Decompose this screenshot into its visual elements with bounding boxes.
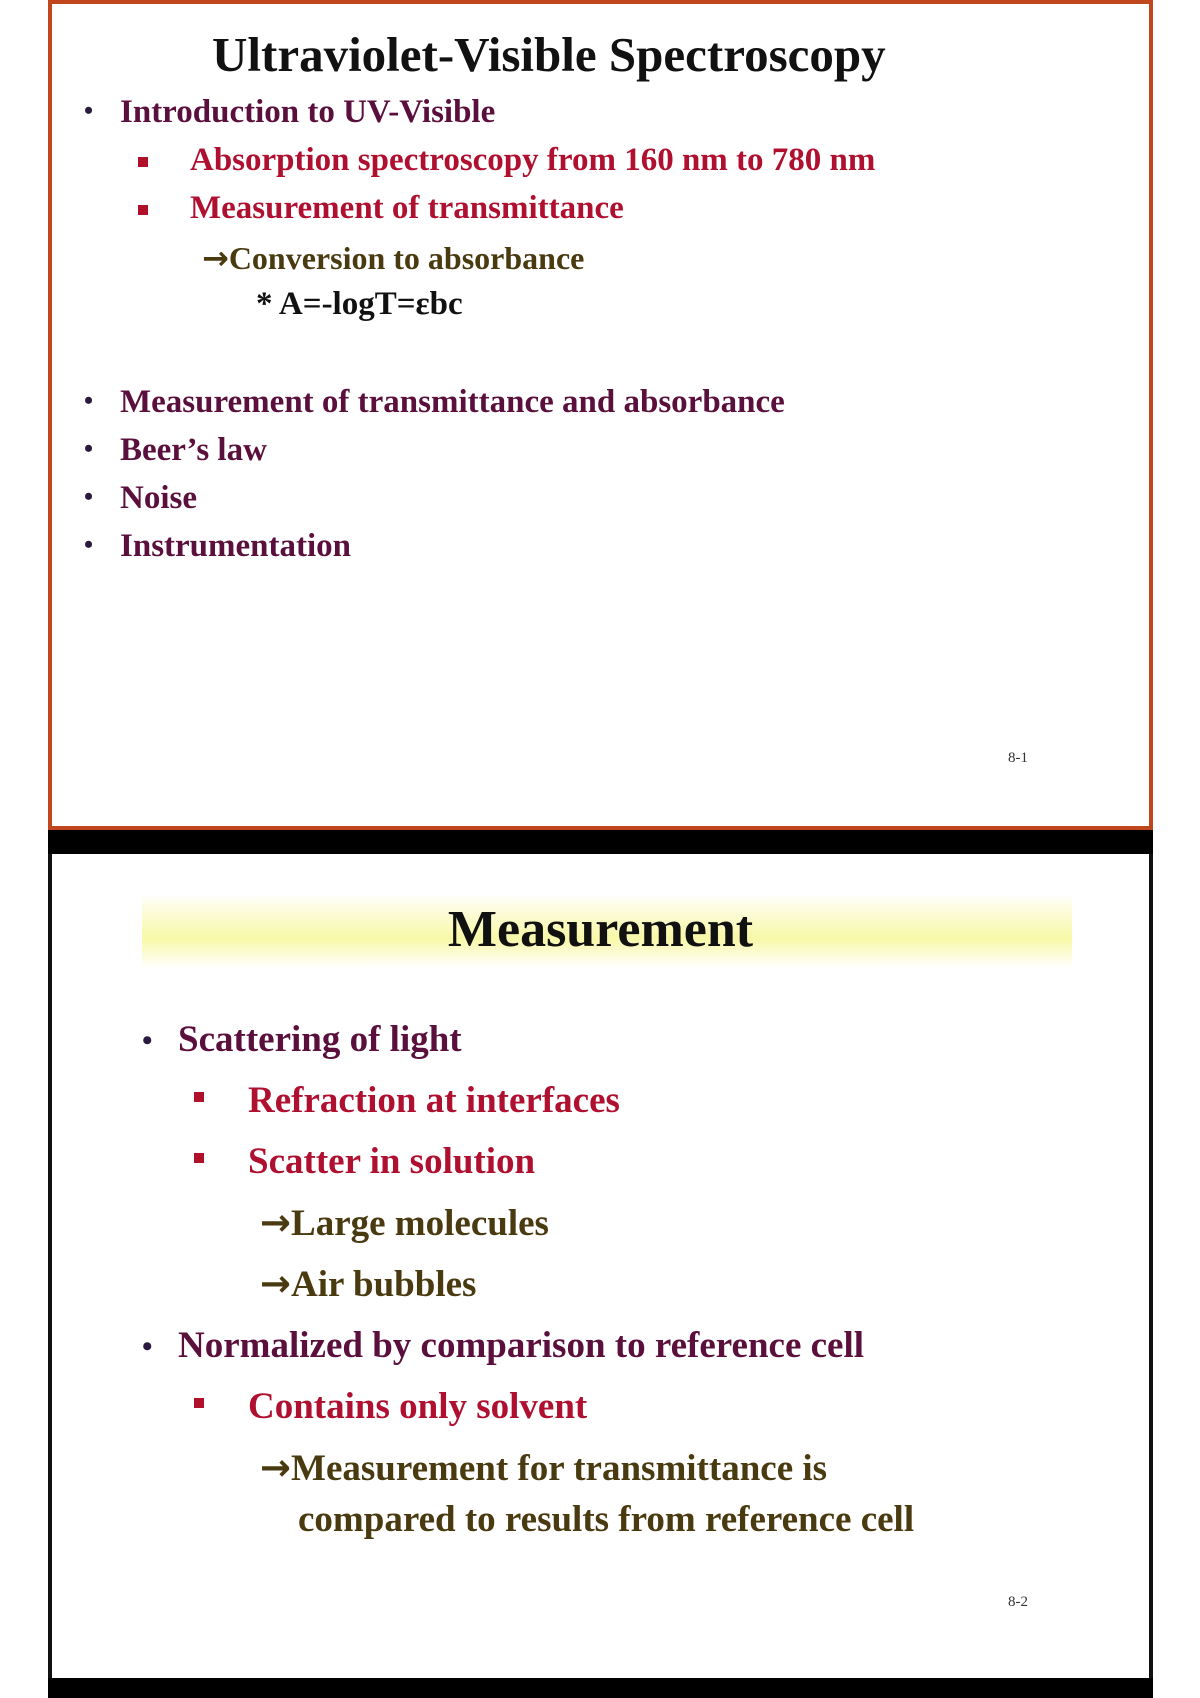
arrow-icon: → (260, 1262, 292, 1305)
sub-item: Contains only solvent (248, 1386, 588, 1427)
bullet-item: Noise (120, 480, 197, 516)
bottom-border (48, 1678, 1153, 1698)
arrow-item-text: Measurement for transmittance is (291, 1448, 828, 1489)
equation: * A=-logT=εbc (256, 286, 463, 322)
square-bullet-icon (138, 157, 148, 167)
bullet-icon: • (84, 386, 94, 415)
bullet-item: Scattering of light (178, 1019, 462, 1060)
bullet-item: Beer’s law (120, 432, 267, 468)
arrow-item-text: Air bubbles (291, 1264, 477, 1305)
page-number: 8-1 (1008, 750, 1028, 766)
sub-item: Absorption spectroscopy from 160 nm to 780 nm (190, 142, 876, 178)
arrow-item (202, 239, 584, 277)
square-bullet-icon (138, 205, 148, 215)
arrow-item-text: Conversion to absorbance (228, 240, 585, 276)
arrow-item (260, 1262, 476, 1306)
arrow-icon: → (202, 239, 229, 277)
arrow-icon: → (260, 1201, 292, 1244)
slide-title: Measurement (447, 901, 754, 958)
slide-1 (48, 0, 1153, 830)
arrow-item (260, 1446, 827, 1490)
arrow-item-continuation: compared to results from reference cell (298, 1499, 915, 1540)
bullet-icon: • (84, 434, 94, 463)
bullet-item: Instrumentation (120, 528, 352, 564)
bullet-item: Introduction to UV-Visible (120, 94, 496, 130)
sub-item: Refraction at interfaces (248, 1080, 620, 1121)
arrow-item-text: Large molecules (291, 1203, 549, 1244)
arrow-icon: → (260, 1446, 292, 1489)
bullet-item: Measurement of transmittance and absorbance (120, 384, 785, 420)
bullet-icon: • (84, 530, 94, 559)
bullet-item: Normalized by comparison to reference cell (178, 1325, 865, 1366)
square-bullet-icon (194, 1398, 204, 1408)
bullet-icon: • (142, 1024, 153, 1057)
bullet-icon: • (142, 1330, 153, 1363)
sub-item: Scatter in solution (248, 1141, 536, 1182)
square-bullet-icon (194, 1153, 204, 1163)
bullet-icon: • (84, 482, 94, 511)
page-number: 8-2 (1008, 1594, 1028, 1610)
slide-separator (48, 830, 1153, 854)
arrow-item (260, 1201, 549, 1245)
slide-title: Ultraviolet-Visible Spectroscopy (212, 27, 886, 82)
square-bullet-icon (194, 1092, 204, 1102)
bullet-icon: • (84, 96, 94, 125)
sub-item: Measurement of transmittance (190, 190, 624, 226)
slide-2 (48, 854, 1153, 1678)
